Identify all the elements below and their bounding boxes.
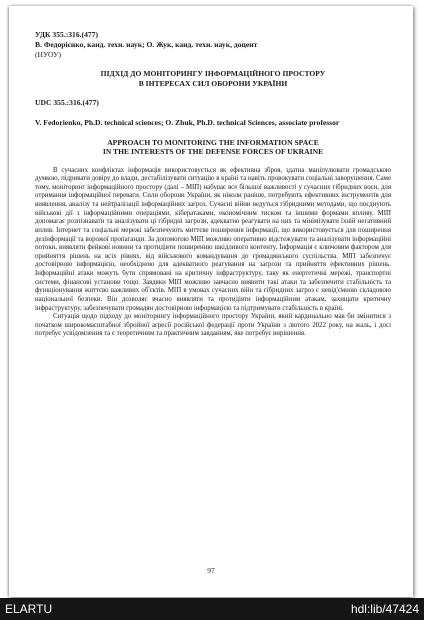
title-en-line2: IN THE INTERESTS OF THE DEFENSE FORCES OF UKRAINE [102, 147, 324, 157]
title-ua-line1: ПІДХІД ДО МОНІТОРИНГУ ІНФОРМАЦІЙНОГО ПРОСТОРУ [100, 69, 326, 79]
handle-link[interactable]: hdl:lib/47424 [350, 602, 419, 616]
document-page [9, 6, 413, 597]
title-ua-line2: В ІНТЕРЕСАХ СИЛ ОБОРОНИ УКРАЇНИ [138, 78, 288, 88]
authors-en: V. Fedorienko, Ph.D. technical sciences; O. Zhuk, Ph.D. technical Sciences, associate professor [35, 118, 340, 127]
page-content [35, 30, 391, 339]
affiliation: (НУОУ) [35, 49, 61, 59]
repository-name[interactable]: ELARTU [5, 602, 53, 616]
title-en-line1: APPROACH TO MONITORING THE INFORMATION SPACE [107, 137, 319, 147]
page-number: 97 [207, 566, 215, 575]
udc-ua: УДК 355.:316.(477) [35, 30, 98, 39]
body-paragraph-1: В сучасних конфліктах інформація використовується як ефективна зброя, здатна маніпулювати громадською думкою, підривати довіру до влади, дестабілізувати ситуацію в країні та навіть провокувати соціальні заворушення. Саме тому, моніторинг інформаційного простору (далі – МІП) набуває все більшої важливості у сучасних гібридних воєн, для отримання інформаційної переваги. Сили оборони України, як ніколи раніше, потребують ефективних інструментів для виявлення, аналізу та нейтралізації інформаційних загроз. Сучасні війни ведуться гібридними методами, що поєднують військові дії з інформаційними операціями, кібератаками, економічним тиском та іншими формами впливу. МІП допомагає розпізнавати та аналізувати ці гібридні загрози, адекватно реагувати на них та мінімізувати їхній негативний вплив. Інтернет та соціальні мережі забезпечують миттєве поширення інформації, що використовується для поширення дезінформації та ворожої пропаганди. За допомогою МІП можливо оперативно відстежувати та аналізувати інформаційні потоки, виявляти фейкові новини та протидіяти поширенню шкідливого контенту. Інформація є ключовим фактором для прийняття рішень на всіх рівнях, від військового командування до громадянського суспільства. МІП забезпечує достовірною інформацією, необхідною для адекватного реагування на загрози та прийняття ефективних рішень. Інформаційні атаки можуть бути спрямовані на критичну інфраструктуру, таку як енергетичні мережі, транспортні системи, фінансові установи тощо. Завдяки МІП можливо завчасно виявити такі атаки та забезпечити стабільність та функціонування життєво важливих об'єктів. МІП в умовах сучасних війн та гібридних загроз є невід'ємною складовою національної безпеки. Він дозволяє вчасно виявляти та протидіяти інформаційним атакам, захищати критичну інфраструктуру, забезпечувати громадян достовірною інформацією та підтримувати стабільність в країні. [35, 166, 391, 312]
repository-footer-bar [0, 598, 424, 620]
authors-ua: В. Федорієнко, канд. техн. наук; О. Жук, канд. техн. наук, доцент [35, 39, 258, 49]
body-paragraph-2: Ситуація щодо підходу до моніторингу інформаційного простору України, який кардинально мав би змінитися з початком широкомасштабної збройної агресії російської федерації проти України з лютого 2022 року, на жаль, і досі потребує усвідомлення та є теоретичним та практичним завданням, яке потребує вирішення. [35, 313, 391, 338]
udc-en: UDC 355.:316.(477) [35, 98, 99, 108]
